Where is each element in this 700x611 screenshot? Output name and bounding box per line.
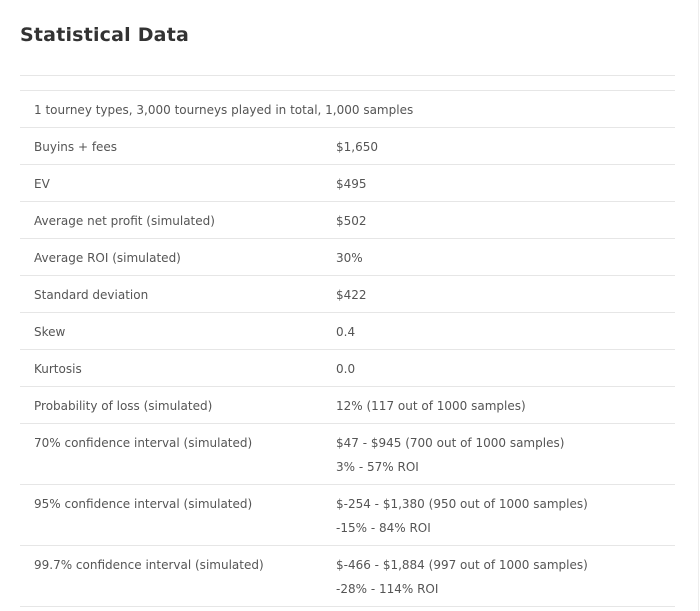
row-label: Kurtosis — [20, 350, 336, 387]
table-row — [20, 485, 675, 546]
row-label: Average ROI (simulated) — [20, 239, 336, 276]
statistics-table — [20, 90, 675, 607]
table-row — [20, 350, 675, 387]
panel-right-border — [698, 0, 699, 611]
row-value-cell — [336, 546, 675, 607]
row-label: Average net profit (simulated) — [20, 202, 336, 239]
row-label: Buyins + fees — [20, 128, 336, 165]
table-row — [20, 387, 675, 424]
table-row — [20, 424, 675, 485]
row-value: 0.4 — [336, 313, 675, 350]
table-row — [20, 276, 675, 313]
row-label: Standard deviation — [20, 276, 336, 313]
row-roi: -28% - 114% ROI — [336, 582, 439, 596]
row-value-cell — [336, 424, 675, 485]
table-top-divider — [20, 75, 675, 91]
row-value-cell — [336, 485, 675, 546]
row-roi: -15% - 84% ROI — [336, 521, 431, 535]
summary-row — [20, 91, 675, 128]
row-value: $495 — [336, 165, 675, 202]
row-value: 12% (117 out of 1000 samples) — [336, 387, 675, 424]
table-row — [20, 165, 675, 202]
table-row — [20, 546, 675, 607]
row-roi: 3% - 57% ROI — [336, 460, 419, 474]
row-value: $47 - $945 (700 out of 1000 samples) — [336, 436, 565, 450]
summary-text: 1 tourney types, 3,000 tourneys played in total, 1,000 samples — [20, 91, 675, 128]
row-label: 95% confidence interval (simulated) — [20, 485, 336, 546]
row-value: $502 — [336, 202, 675, 239]
row-label: Skew — [20, 313, 336, 350]
table-row — [20, 313, 675, 350]
table-row — [20, 128, 675, 165]
row-label: EV — [20, 165, 336, 202]
row-label: 99.7% confidence interval (simulated) — [20, 546, 336, 607]
row-value: 30% — [336, 239, 675, 276]
row-value: $422 — [336, 276, 675, 313]
row-value: $1,650 — [336, 128, 675, 165]
row-label: Probability of loss (simulated) — [20, 387, 336, 424]
table-row — [20, 239, 675, 276]
row-label: 70% confidence interval (simulated) — [20, 424, 336, 485]
row-value: $-466 - $1,884 (997 out of 1000 samples) — [336, 558, 588, 572]
row-value: 0.0 — [336, 350, 675, 387]
row-value: $-254 - $1,380 (950 out of 1000 samples) — [336, 497, 588, 511]
table-row — [20, 202, 675, 239]
section-title: Statistical Data — [20, 24, 189, 46]
